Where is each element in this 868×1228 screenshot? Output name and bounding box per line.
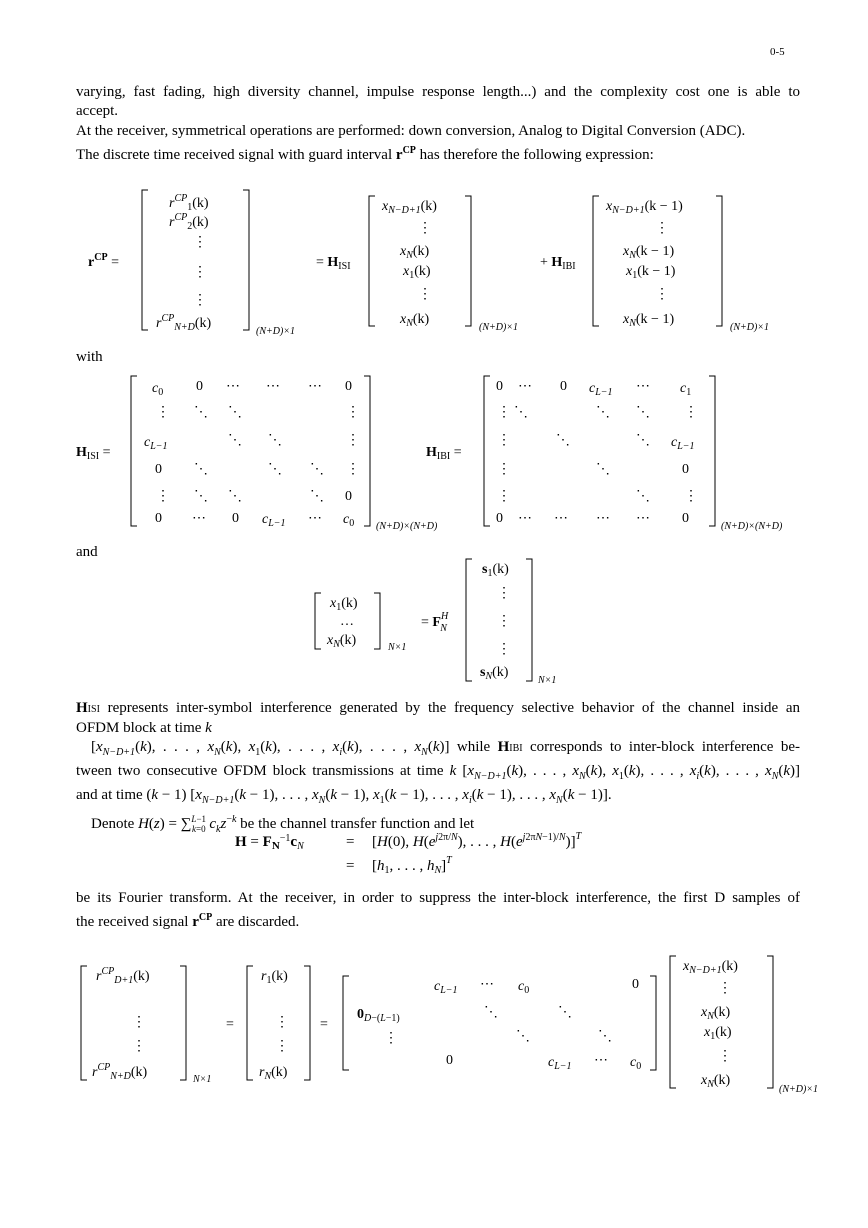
- equation-ifft: [0, 555, 868, 690]
- svg-text:c0: $c_0$: [630, 1055, 642, 1072]
- svg-text:xN(k): $x_N(k)$: [701, 1073, 731, 1090]
- svg-text:(N+D)×1: (N+D)×1: [779, 1084, 819, 1095]
- svg-text:⋱: ⋱: [228, 433, 242, 448]
- svg-text:⋮: ⋮: [497, 614, 511, 629]
- svg-text:⋯: ⋯: [266, 379, 280, 394]
- svg-text:⋱: ⋱: [484, 1005, 498, 1020]
- svg-text:=: =: [346, 834, 355, 850]
- svg-text:=: =: [320, 1017, 328, 1032]
- svg-text:N×1: N×1: [538, 675, 557, 686]
- svg-text:⋱: ⋱: [194, 462, 208, 477]
- svg-text:⋱: ⋱: [596, 405, 610, 420]
- svg-text:⋮: ⋮: [718, 1049, 732, 1064]
- svg-text:⋱: ⋱: [194, 489, 208, 504]
- svg-text:⋯: ⋯: [308, 511, 322, 526]
- svg-text:⋮: ⋮: [193, 293, 207, 308]
- svg-text:⋱: ⋱: [228, 489, 242, 504]
- svg-text:0: 0: [155, 462, 162, 477]
- text-fragment: are discarded.: [212, 914, 300, 930]
- text-fragment: represents inter-symbol interference generated by the frequency selective behavior of the channel inside an: [99, 700, 800, 716]
- text-line: tween two consecutive OFDM block transmissions at time k [$x_{N-D+1}(k)$, . . . , $x_N(k)$, $x_1(k)$, . . . , $x_i(k)$, . . . , $x_N(k)$]: [76, 763, 801, 782]
- text-fragment: the received signal: [76, 914, 193, 930]
- text-fragment: while: [449, 739, 498, 755]
- svg-text:⋮: ⋮: [418, 287, 432, 302]
- svg-text:x1(k): $x_1(k)$: [403, 264, 431, 281]
- svg-text:x1(k): $x_1(k)$: [704, 1025, 732, 1042]
- svg-text:⋮: ⋮: [684, 489, 698, 504]
- svg-text:⋮: ⋮: [655, 287, 669, 302]
- text-line: be its Fourier transform. At the receiver, in order to suppress the inter-block interference, the first D samples of: [76, 890, 800, 906]
- word-with: with: [76, 349, 103, 365]
- svg-text:rCPN+D(k): $r^{CP}_{N+D}(k)$: [92, 1062, 148, 1082]
- svg-text:⋮: ⋮: [275, 1039, 289, 1054]
- svg-text:[h1, . . . , hN]T: [$h_1$, . . . , $h_N]^T$: [372, 855, 452, 876]
- svg-text:⋱: ⋱: [268, 433, 282, 448]
- svg-text:cL−1: $c_{L-1}$: [589, 381, 613, 398]
- equation-cp-removal: [0, 950, 868, 1100]
- svg-text:⋯: ⋯: [636, 511, 650, 526]
- svg-text:⋱: ⋱: [558, 1005, 572, 1020]
- text-line: and at time (k − 1) [$x_{N-D+1}(k - 1)$, . . . , $x_N(k - 1)$, $x_1(k - 1)$, . . . , $x_i(k - 1)$, . . . , $x_N(k - 1)$].: [76, 787, 612, 806]
- svg-text:⋮: ⋮: [156, 405, 170, 420]
- svg-text:c0: $c_0$: [343, 512, 355, 529]
- svg-text:⋮: ⋮: [346, 405, 360, 420]
- svg-text:=: =: [226, 1017, 234, 1032]
- word-and: and: [76, 544, 98, 560]
- svg-text:⋱: ⋱: [194, 405, 208, 420]
- svg-text:s1(k): $s_1(k)$: [482, 562, 509, 579]
- svg-text:cL−1: $c_{L-1}$: [548, 1055, 572, 1072]
- svg-text:⋮: ⋮: [132, 1039, 146, 1054]
- svg-text:⋮: ⋮: [684, 405, 698, 420]
- text-line: the received signal $r^{CP}$ are discarded.: [76, 912, 300, 930]
- svg-text:xN−D+1(k): $x_{N-D+1}(k)$: [683, 959, 738, 976]
- text-line: accept.: [76, 103, 119, 119]
- svg-text:⋯: ⋯: [518, 379, 532, 394]
- svg-text:⋱: ⋱: [596, 462, 610, 477]
- svg-text:0: 0: [155, 511, 162, 526]
- svg-text:⋱: ⋱: [636, 405, 650, 420]
- svg-text:(N+D)×(N+D): (N+D)×(N+D): [721, 521, 783, 532]
- svg-text:= FHN: = $F^H$ N: [421, 611, 449, 634]
- svg-text:rCPD+1(k): $r^{CP}_{D+1}(k)$: [96, 966, 150, 986]
- text-fragment: Denote: [91, 816, 139, 832]
- svg-text:(N+D)×(N+D): (N+D)×(N+D): [376, 521, 438, 532]
- svg-text:(N+D)×1: (N+D)×1: [256, 326, 296, 337]
- svg-text:cL−1: $c_{L-1}$: [434, 979, 458, 996]
- svg-text:⋮: ⋮: [497, 405, 511, 420]
- svg-text:⋯: ⋯: [636, 379, 650, 394]
- svg-text:⋮: ⋮: [497, 433, 511, 448]
- svg-text:rCPN+D(k): $r^{CP}_{N+D}(k)$: [156, 313, 212, 333]
- svg-text:(N+D)×1: (N+D)×1: [730, 322, 770, 333]
- svg-text:xN(k): $x_N(k)$: [400, 244, 430, 261]
- svg-text:⋮: ⋮: [193, 235, 207, 250]
- svg-text:0: 0: [682, 462, 689, 477]
- text-fragment: tween two consecutive OFDM block transmissions at time: [76, 763, 450, 779]
- svg-text:⋮: ⋮: [655, 221, 669, 236]
- page-number: 0-5: [770, 46, 785, 58]
- svg-text:⋮: ⋮: [718, 981, 732, 996]
- svg-text:⋱: ⋱: [228, 405, 242, 420]
- text-line: HISI represents inter-symbol interference generated by the frequency selective behavior of the channel inside an: [76, 700, 800, 716]
- svg-text:⋱: ⋱: [636, 489, 650, 504]
- svg-text:cL−1: $c_{L-1}$: [144, 435, 168, 452]
- svg-text:rCP2(k): $r^{CP}_2(k)$: [169, 212, 209, 232]
- svg-text:(N+D)×1: (N+D)×1: [479, 322, 519, 333]
- paragraph-receiver: [76, 122, 800, 165]
- svg-text:0: 0: [232, 511, 239, 526]
- svg-text:H = FN−1cN: $H = F_N^{-1}c_N$: [235, 833, 304, 852]
- svg-text:xN(k): $x_N(k)$: [400, 312, 430, 329]
- svg-text:x1(k − 1): $x_1(k - 1)$: [626, 264, 676, 281]
- text-line: Denote H(z) = ∑$^{L-1}_{k=0}$ $c_kz^{-k}$ be the channel transfer function and let: [91, 814, 475, 835]
- equation-received-signal: [0, 180, 868, 340]
- svg-text:⋱: ⋱: [556, 433, 570, 448]
- svg-text:⋯: ⋯: [192, 511, 206, 526]
- svg-text:⋮: ⋮: [156, 489, 170, 504]
- svg-text:⋮: ⋮: [132, 1015, 146, 1030]
- svg-text:x1(k): $x_1(k)$: [330, 596, 358, 613]
- svg-text:0: 0: [345, 379, 352, 394]
- svg-text:⋮: ⋮: [497, 586, 511, 601]
- svg-text:0D−(L−1): $0_D-(L-1)$: [357, 1007, 400, 1024]
- text-fragment: The discrete time received signal with guard interval: [76, 147, 396, 163]
- svg-text:⋱: ⋱: [268, 462, 282, 477]
- svg-text:N×1: N×1: [388, 642, 407, 653]
- text-line: varying, fast fading, high diversity channel, impulse response length...) and the complexity cost one is able to: [76, 84, 800, 100]
- svg-text:xN(k − 1): $x_N(k - 1)$: [623, 244, 675, 261]
- text-fragment: be the channel transfer function and let: [236, 816, 475, 832]
- paragraph-intro: [76, 83, 800, 121]
- symbol-r-cp: $r^{CP}$: [395, 145, 416, 163]
- svg-text:⋯: ⋯: [518, 511, 532, 526]
- svg-text:N×1: N×1: [193, 1074, 212, 1085]
- svg-text:⋮: ⋮: [346, 462, 360, 477]
- svg-text:rCP1(k): $r^{CP}_1(k)$: [169, 193, 209, 213]
- svg-text:xN(k − 1): $x_N(k - 1)$: [623, 312, 675, 329]
- svg-text:⋯: ⋯: [308, 379, 322, 394]
- svg-text:xN(k): $x_N(k)$: [327, 633, 357, 650]
- svg-text:⋱: ⋱: [516, 1029, 530, 1044]
- text-fragment: OFDM block at time: [76, 720, 206, 736]
- svg-text:xN−D+1(k − 1): $x_{N-D+1}(k - 1)$: [606, 199, 683, 216]
- svg-text:= HISI: = $H_{ISI}$: [316, 255, 351, 272]
- text-line: [76, 141, 800, 165]
- svg-text:+ HIBI: + $H_{IBI}$: [540, 255, 576, 272]
- svg-text:rCP =: $r^{CP}$ =: [88, 252, 119, 270]
- svg-text:HIBI =: $H_{IBI}$ =: [426, 445, 462, 462]
- svg-text:⋱: ⋱: [514, 405, 528, 420]
- svg-text:0: 0: [682, 511, 689, 526]
- svg-text:⋮: ⋮: [497, 462, 511, 477]
- svg-text:0: 0: [345, 489, 352, 504]
- svg-text:rN(k): $r_N(k)$: [259, 1065, 288, 1082]
- text-fragment: and at time: [76, 787, 147, 803]
- svg-text:⋯: ⋯: [226, 379, 240, 394]
- svg-text:⋯: ⋯: [596, 511, 610, 526]
- svg-text:⋱: ⋱: [598, 1029, 612, 1044]
- svg-text:xN−D+1(k): $x_{N-D+1}(k)$: [382, 199, 437, 216]
- svg-text:⋮: ⋮: [275, 1015, 289, 1030]
- svg-text:…: …: [340, 614, 354, 629]
- svg-text:xN(k): $x_N(k)$: [701, 1005, 731, 1022]
- svg-text:r1(k): $r_1(k)$: [261, 969, 288, 986]
- svg-text:⋱: ⋱: [636, 433, 650, 448]
- svg-text:HISI =: $H_{ISI}$ =: [76, 445, 111, 462]
- svg-text:⋮: ⋮: [497, 642, 511, 657]
- svg-text:0: 0: [446, 1053, 453, 1068]
- paragraph-fourier: [76, 889, 800, 932]
- svg-text:0: 0: [560, 379, 567, 394]
- svg-text:⋯: ⋯: [480, 977, 494, 992]
- svg-text:cL−1: $c_{L-1}$: [671, 435, 695, 452]
- svg-text:c1: $c_1$: [680, 381, 692, 398]
- svg-text:0: 0: [632, 977, 639, 992]
- text-line: OFDM block at time k: [76, 720, 212, 736]
- svg-text:⋱: ⋱: [310, 462, 324, 477]
- svg-text:c0: $c_0$: [518, 979, 530, 996]
- svg-text:⋮: ⋮: [418, 221, 432, 236]
- svg-text:⋯: ⋯: [554, 511, 568, 526]
- svg-text:⋮: ⋮: [384, 1031, 398, 1046]
- text-fragment: corresponds to inter-block interference be-: [522, 739, 800, 755]
- svg-text:[H(0), H(ej2π/N), . . . , H(ej: [H(0), $H(e^j2\pi/N)$, . . . , $H(e^j2\pi N-1)/N)]^T$: [372, 831, 582, 850]
- text-line: [$x_{N-D+1}(k)$, . . . , $x_N(k)$, $x_1(k)$, . . . , $x_i(k)$, . . . , $x_N(k)$] while HIBI corresponds to inter-block interference be-: [91, 739, 800, 758]
- svg-text:0: 0: [496, 511, 503, 526]
- text-line: At the receiver, symmetrical operations are performed: down conversion, Analog to Digital Conversion (ADC).: [76, 123, 746, 139]
- svg-text:⋯: ⋯: [594, 1053, 608, 1068]
- svg-text:cL−1: $c_{L-1}$: [262, 512, 286, 529]
- text-fragment: has therefore the following expression:: [415, 147, 654, 163]
- svg-text:0: 0: [196, 379, 203, 394]
- svg-text:=: =: [346, 858, 355, 874]
- svg-text:c0: $c_0$: [152, 381, 164, 398]
- svg-text:⋮: ⋮: [497, 489, 511, 504]
- svg-text:0: 0: [496, 379, 503, 394]
- svg-text:⋱: ⋱: [310, 489, 324, 504]
- svg-text:sN(k): $s_N(k)$: [480, 665, 509, 682]
- svg-text:⋮: ⋮: [193, 265, 207, 280]
- equation-interference-matrices: [0, 370, 868, 535]
- svg-text:⋮: ⋮: [346, 433, 360, 448]
- equation-fourier: [0, 826, 868, 876]
- paragraph-isi-ibi: [76, 699, 800, 839]
